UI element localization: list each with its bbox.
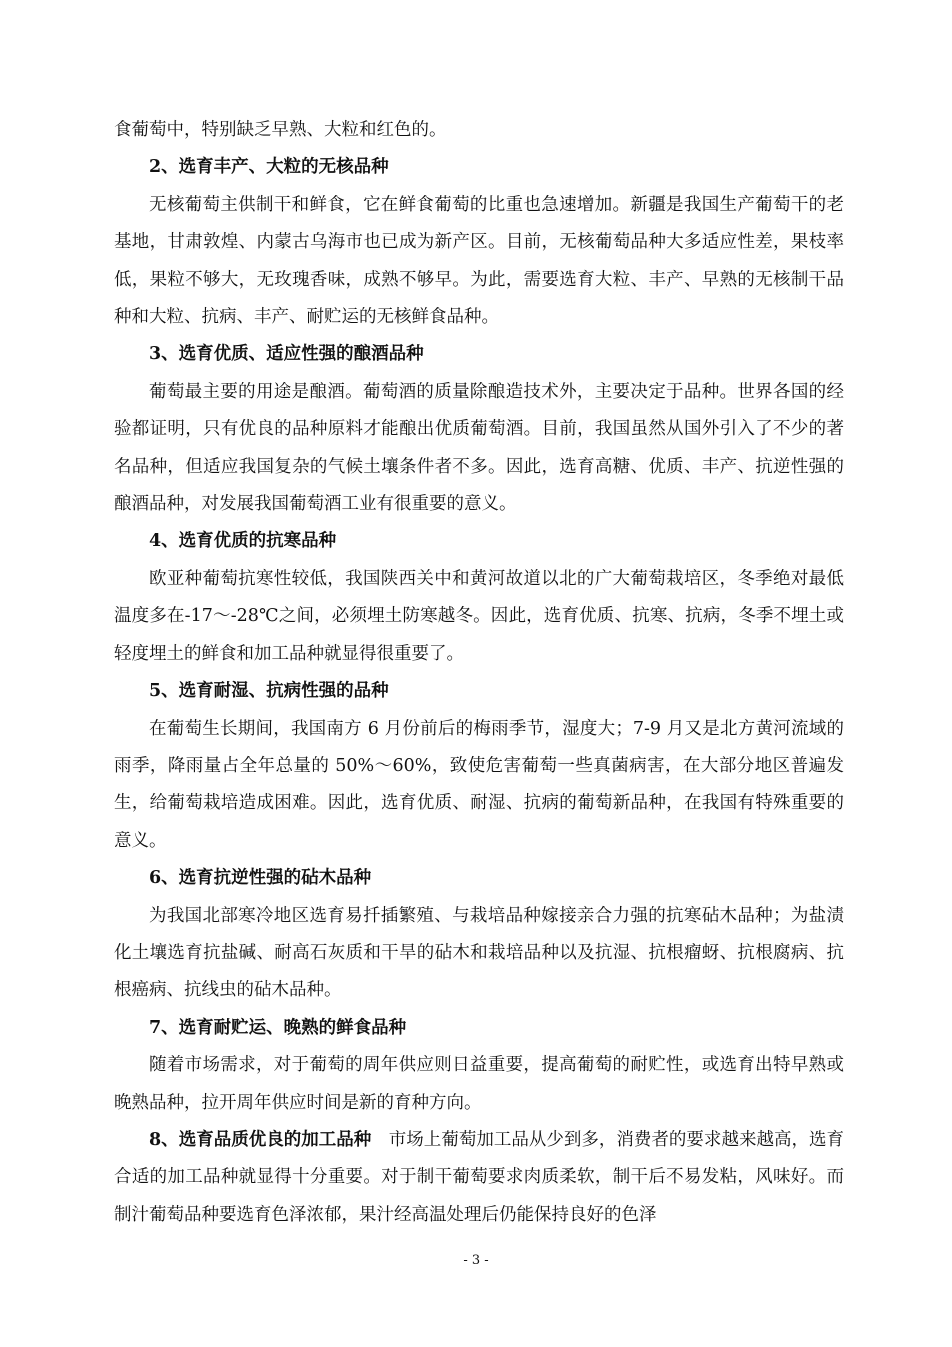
section-3-paragraph: 葡萄最主要的用途是酿酒。葡萄酒的质量除酿造技术外，主要决定于品种。世界各国的经验都证明，只有优良的品种原料才能酿出优质葡萄酒。目前，我国虽然从国外引入了不少的著名品种，但适应我国复杂的气候土壤条件者不多。因此，选育高糖、优质、丰产、抗逆性强的酿酒品种，对发展我国葡萄酒工业有很重要的意义。 — [114, 381, 844, 515]
section-6-heading: 6、选育抗逆性强的砧木品种 — [149, 868, 372, 889]
section-7-heading: 7、选育耐贮运、晚熟的鲜食品种 — [149, 1017, 407, 1038]
section-5-paragraph: 在葡萄生长期间，我国南方 6 月份前后的梅雨季节，湿度大；7-9 月又是北方黄河流域的雨季，降雨量占全年总量的 50%～60%，致使危害葡萄一些真菌病害，在大部分地区普遍发生，给葡萄栽培造成困难。因此，选育优质、耐湿、抗病的葡萄新品种，在我国有特殊重要的意义。 — [114, 718, 844, 851]
section-8-paragraph — [114, 1122, 844, 1234]
section-8-text: 市场上葡萄加工品从少到多，消费者的要求越来越高，选育合适的加工品种就显得十分重要。对于制干葡萄要求肉质柔软，制干后不易发粘，风味好。而制汁葡萄品种要选育色泽浓郁，果汁经高温处理后仍能保持良好的色泽 — [114, 1129, 844, 1225]
intro-paragraph-tail: 食葡萄中，特别缺乏早熟、大粒和红色的。 — [114, 120, 447, 140]
page-number: - 3 - — [463, 1253, 489, 1268]
section-2-heading: 2、选育丰产、大粒的无核品种 — [149, 157, 389, 178]
section-6-paragraph: 为我国北部寒冷地区选育易扦插繁殖、与栽培品种嫁接亲合力强的抗寒砧木品种；为盐渍化土壤选育抗盐碱、耐高石灰质和干旱的砧木和栽培品种以及抗湿、抗根瘤蚜、抗根腐病、抗根癌病、抗线虫的砧木品种。 — [114, 905, 844, 1001]
section-4-paragraph: 欧亚种葡萄抗寒性较低，我国陕西关中和黄河故道以北的广大葡萄栽培区，冬季绝对最低温度多在-17～-28℃之间，必须埋土防寒越冬。因此，选育优质、抗寒、抗病，冬季不埋土或轻度埋土的鲜食和加工品种就显得很重要了。 — [114, 568, 844, 664]
section-7-paragraph: 随着市场需求，对于葡萄的周年供应则日益重要，提高葡萄的耐贮性，或选育出特早熟或晚熟品种，拉开周年供应时间是新的育种方向。 — [114, 1055, 844, 1113]
section-5-heading: 5、选育耐湿、抗病性强的品种 — [149, 681, 389, 702]
section-4-heading: 4、选育优质的抗寒品种 — [149, 531, 337, 552]
section-3-heading: 3、选育优质、适应性强的酿酒品种 — [149, 344, 424, 365]
body-text — [114, 112, 844, 1234]
section-2-paragraph: 无核葡萄主供制干和鲜食，它在鲜食葡萄的比重也急速增加。新疆是我国生产葡萄干的老基地，甘肃敦煌、内蒙古乌海市也已成为新产区。目前，无核葡萄品种大多适应性差，果枝率低，果粒不够大，无玫瑰香味，成熟不够早。为此，需要选育大粒、丰产、早熟的无核制干品种和大粒、抗病、丰产、耐贮运的无核鲜食品种。 — [114, 194, 844, 328]
section-8-heading: 8、选育品质优良的加工品种 — [149, 1129, 372, 1150]
